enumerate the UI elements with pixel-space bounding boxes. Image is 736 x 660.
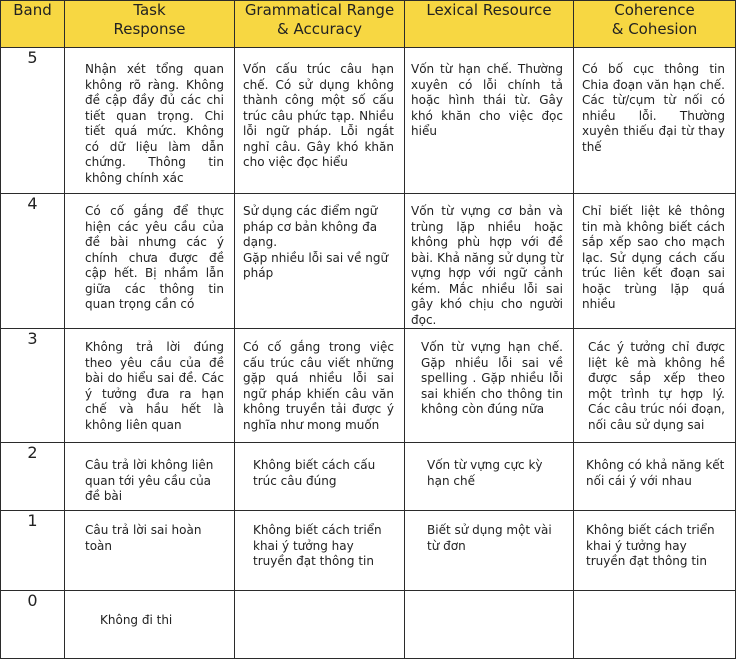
band-number: 1 (1, 511, 65, 591)
task-cell (65, 48, 235, 194)
lexical-text (405, 591, 573, 613)
header-row (1, 1, 736, 48)
lexical-cell (405, 443, 574, 511)
coherence-cell (574, 443, 736, 511)
grammar-text: Vốn cấu trúc câu hạn chế. Có sử dụng không thành công một số cấu trúc câu phức tạp. Nhiều lỗi ngữ pháp. Lỗi ngắt nghỉ câu. Gây khó khăn cho việc đọc hiểu (243, 62, 394, 169)
grammar-cell (235, 591, 405, 659)
coherence-text: Chỉ biết liệt kê thông tin mà không biết cách sắp xếp sao cho mạch lạc. Sử dụng cách cấu trúc liên kết đoạn sai hoặc trùng lặp quá nhiều (582, 204, 725, 311)
table-row (1, 591, 736, 659)
grammar-text: Có cố gắng trong việc cấu trúc câu viết những gặp quá nhiều lỗi sai ngữ pháp khiến câu văn không truyền tải được ý nghĩa như mong muốn (243, 340, 394, 432)
lexical-text: Vốn từ vựng cực kỳ hạn chế (427, 458, 543, 488)
coherence-text: Các ý tưởng chỉ được liệt kê mà không hề được sắp xếp theo một trình tự hợp lý. Các câu trúc nói đoạn, nối câu sử dụng sai (588, 340, 725, 432)
task-cell (65, 443, 235, 511)
task-text: Không trả lời đúng theo yêu cầu của đề bài do hiểu sai đề. Các ý tưởng đưa ra hạn chế và hầu hết là không liên quan (85, 340, 224, 432)
coherence-text: Không biết cách triển khai ý tưởng hay truyền đạt thông tin (586, 523, 715, 568)
task-text: Có cố gắng để thực hiện các yêu cầu của đề bài nhưng các ý chính chưa được đề cập hết. Bị nhầm lẫn giữa các thông tin quan trọng cần có (85, 204, 224, 311)
band-number: 0 (1, 591, 65, 659)
grammar-text: Sử dụng các điểm ngữ pháp cơ bản không đa dạng. Gặp nhiều lỗi sai về ngữ pháp (243, 204, 389, 280)
coherence-cell (574, 329, 736, 443)
task-text: Không đi thi (100, 613, 173, 627)
header-grammatical-range: Grammatical Range & Accuracy (235, 1, 405, 48)
lexical-cell (405, 511, 574, 591)
coherence-cell (574, 194, 736, 329)
task-cell (65, 591, 235, 659)
header-band: Band (1, 1, 65, 48)
table-row (1, 329, 736, 443)
task-cell (65, 511, 235, 591)
lexical-cell (405, 591, 574, 659)
lexical-text: Vốn từ vựng cơ bản và trùng lặp nhiều hoặc không phù hợp với đề bài. Khả năng sử dụng từ vựng hợp với ngữ cảnh kém. Mắc nhiều lỗi sai gây khó chịu cho người đọc. (411, 204, 563, 327)
table-row (1, 194, 736, 329)
lexical-cell (405, 48, 574, 194)
table-row (1, 511, 736, 591)
table-row (1, 443, 736, 511)
header-coherence-cohesion: Coherence & Cohesion (574, 1, 736, 48)
band-number: 4 (1, 194, 65, 329)
coherence-text: Không có khả năng kết nối cái ý với nhau (586, 458, 725, 488)
grammar-text (235, 591, 404, 613)
grammar-text: Không biết cách cấu trúc câu đúng (253, 458, 376, 488)
task-text: Nhận xét tổng quan không rõ ràng. Không đề cập đầy đủ các chi tiết quan trọng. Chi tiết quá mức. Không có dữ liệu làm dẫn chứng. Thông tin không chính xác (85, 62, 224, 185)
task-text: Câu trả lời sai hoàn toàn (85, 523, 202, 553)
coherence-cell (574, 591, 736, 659)
grammar-cell (235, 511, 405, 591)
coherence-text (574, 591, 735, 613)
band-number: 3 (1, 329, 65, 443)
grammar-cell (235, 48, 405, 194)
coherence-cell (574, 511, 736, 591)
lexical-cell (405, 194, 574, 329)
band-number: 2 (1, 443, 65, 511)
lexical-text: Vốn từ hạn chế. Thường xuyên có lỗi chính tả hoặc hình thái từ. Gây khó khăn cho việc đọc hiểu (411, 62, 563, 138)
lexical-text: Vốn từ vựng hạn chế. Gặp nhiều lỗi sai về spelling . Gặp nhiều lỗi sai khiến cho thông tin không còn đúng nữa (421, 340, 563, 416)
header-task-response: Task Response (65, 1, 235, 48)
table-row (1, 48, 736, 194)
coherence-cell (574, 48, 736, 194)
grammar-cell (235, 329, 405, 443)
task-text: Câu trả lời không liên quan tới yêu cầu của đề bài (85, 458, 214, 503)
task-cell (65, 194, 235, 329)
coherence-text: Có bố cục thông tin Chia đoạn văn hạn chế. Các từ/cụm từ nối có nhiều lỗi. Thường xuyên thiếu đại từ thay thế (582, 62, 725, 154)
band-number: 5 (1, 48, 65, 194)
header-lexical-resource: Lexical Resource (405, 1, 574, 48)
grammar-text: Không biết cách triển khai ý tưởng hay truyền đạt thông tin (253, 523, 382, 568)
task-cell (65, 329, 235, 443)
lexical-cell (405, 329, 574, 443)
lexical-text: Biết sử dụng một vài từ đơn (427, 523, 552, 553)
grammar-cell (235, 194, 405, 329)
grammar-cell (235, 443, 405, 511)
